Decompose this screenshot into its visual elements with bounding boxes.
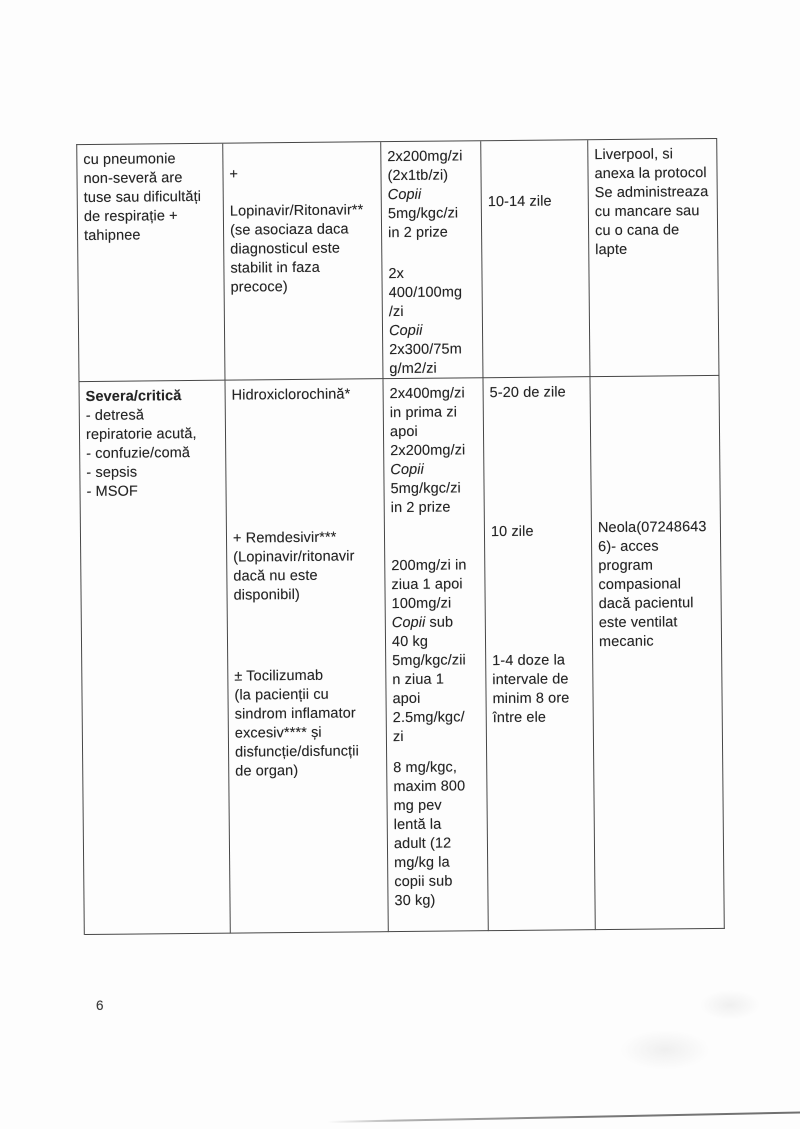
text-line: [84, 188, 220, 208]
text-line: [394, 872, 484, 892]
text-segment: mg/kg la: [394, 854, 450, 872]
text-line: [598, 556, 717, 576]
text-line: [233, 566, 381, 586]
text-line: [394, 834, 484, 854]
text-line: [84, 207, 220, 227]
text-line: [389, 359, 479, 379]
text-line: [235, 704, 383, 724]
text-line: [388, 204, 478, 224]
text-line: [86, 387, 222, 407]
text-line: [230, 239, 378, 259]
text-line: [86, 463, 222, 483]
text-line: [392, 613, 482, 633]
text-line: [488, 192, 585, 212]
text-block: [490, 383, 587, 403]
text-segment: sub: [425, 614, 454, 631]
text-block: [491, 522, 588, 542]
text-block: [390, 384, 481, 518]
text-segment: 30 kg): [394, 892, 436, 910]
text-line: [83, 169, 219, 189]
text-segment: n ziua 1: [392, 671, 445, 689]
text-block: [233, 528, 382, 605]
text-line: [83, 150, 219, 170]
text-segment: este ventilat: [598, 614, 678, 632]
text-line: [392, 632, 482, 652]
text-segment: /zi: [388, 303, 404, 321]
table-cell: [588, 139, 719, 377]
text-segment: 5mg/kgc/zi: [390, 480, 461, 498]
text-line: [229, 164, 377, 184]
table-cell: [481, 140, 590, 378]
text-line: [598, 518, 717, 538]
text-segment: intervale de: [492, 671, 569, 689]
text-block: [391, 556, 483, 747]
text-line: [390, 460, 480, 480]
text-segment: tahipnee: [84, 227, 141, 245]
text-segment: - confuzie/comă: [86, 445, 191, 463]
table-cell: [590, 376, 724, 930]
text-line: [233, 547, 381, 567]
text-segment: Copii: [388, 322, 423, 340]
text-line: [235, 742, 383, 762]
table-cell: [80, 381, 231, 935]
text-segment: Lopinavir/Ritonavir**: [229, 202, 364, 220]
text-segment: Neola(07248643: [597, 519, 707, 537]
text-segment: in 2 prize: [390, 499, 451, 517]
page-number: 6: [96, 998, 104, 1013]
text-segment: 10 zile: [490, 523, 534, 541]
text-segment: 2x400mg/zi: [389, 385, 465, 403]
text-segment: lentă la: [393, 816, 442, 834]
text-segment: adult (12: [393, 835, 452, 853]
text-line: [390, 384, 480, 404]
text-segment: disponibil): [233, 586, 301, 604]
text-segment: disfuncție/disfuncții: [234, 743, 359, 761]
text-segment: mg pev: [393, 797, 442, 815]
text-segment: (2x1tb/zi): [387, 167, 449, 185]
text-segment: ± Tocilizumab: [234, 667, 324, 685]
text-segment: 10-14 zile: [487, 193, 552, 211]
text-line: [234, 666, 382, 686]
text-block: [83, 150, 220, 246]
text-segment: Copii: [387, 186, 422, 204]
text-line: [595, 183, 714, 203]
scan-smudge: [620, 1030, 710, 1070]
text-line: [230, 201, 378, 221]
text-line: [599, 594, 718, 614]
text-block: [86, 387, 223, 502]
text-segment: 1-4 doze la: [492, 652, 566, 670]
text-segment: compasional: [598, 576, 682, 594]
table-cell: [383, 378, 488, 932]
text-line: [84, 226, 220, 246]
text-segment: maxim 800: [393, 778, 466, 796]
text-line: [235, 723, 383, 743]
text-segment: sindrom inflamator: [234, 705, 356, 723]
text-segment: +: [229, 166, 239, 183]
text-segment: precoce): [230, 279, 288, 296]
text-line: [598, 537, 717, 557]
text-segment: apoi: [392, 690, 421, 708]
text-segment: cu o cana de: [595, 222, 680, 240]
text-segment: - sepsis: [86, 464, 138, 482]
text-line: [387, 147, 477, 167]
text-segment: 2x: [388, 265, 405, 283]
text-line: [388, 223, 478, 243]
text-line: [394, 796, 484, 816]
text-block: [393, 758, 484, 911]
text-segment: program: [598, 557, 654, 575]
text-line: [394, 815, 484, 835]
text-segment: Hidroxiclorochină*: [231, 386, 351, 404]
text-segment: in prima zi: [389, 404, 458, 422]
text-block: [488, 192, 585, 212]
text-segment: (Lopinavir/ritonavir: [233, 548, 355, 566]
text-segment: de organ): [235, 762, 299, 780]
text-line: [389, 302, 479, 322]
text-line: [393, 727, 483, 747]
text-line: [86, 444, 222, 464]
text-line: [234, 685, 382, 705]
text-line: [389, 321, 479, 341]
text-segment: (se asociaza daca: [229, 221, 349, 239]
text-segment: stabilit in faza: [230, 259, 320, 277]
text-line: [392, 689, 482, 709]
text-line: [86, 425, 222, 445]
text-segment: cu pneumonie: [83, 151, 176, 169]
text-line: [233, 585, 381, 605]
text-segment: repiratorie acută,: [85, 425, 197, 444]
text-segment: apoi: [389, 423, 418, 441]
text-segment: 5-20 de zile: [489, 384, 566, 402]
text-segment: 6)- acces: [598, 538, 659, 556]
text-segment: copii sub: [394, 873, 453, 891]
text-block: [232, 385, 380, 405]
text-block: [598, 518, 718, 652]
table-cell: [225, 379, 388, 933]
text-line: [230, 220, 378, 240]
text-line: [595, 221, 714, 241]
text-line: [86, 406, 222, 426]
text-line: [391, 556, 481, 576]
text-segment: 2.5mg/kgc/: [392, 709, 465, 727]
text-line: [231, 277, 379, 297]
text-block: [387, 147, 478, 243]
text-segment: dacă pacientul: [598, 595, 694, 613]
table-skew-wrapper: [76, 138, 725, 935]
table-cell: [381, 141, 483, 379]
text-segment: Se administreaza: [594, 184, 709, 202]
text-block: [388, 264, 479, 379]
text-line: [86, 482, 222, 502]
text-segment: Copii: [391, 614, 426, 632]
text-line: [393, 758, 483, 778]
text-segment: g/m2/zi: [389, 360, 437, 378]
text-line: [492, 689, 589, 709]
text-segment: 40 kg: [391, 633, 429, 651]
text-line: [232, 385, 380, 405]
text-segment: 2x300/75m: [389, 341, 462, 359]
text-line: [387, 166, 477, 186]
text-segment: cu mancare sau: [594, 203, 700, 221]
text-line: [392, 594, 482, 614]
text-segment: de respirație +: [83, 208, 178, 226]
text-line: [594, 164, 713, 184]
text-segment: 100mg/zi: [391, 595, 452, 613]
text-line: [235, 761, 383, 781]
table-cell: [483, 377, 595, 931]
text-segment: lapte: [595, 241, 628, 259]
text-segment: - detresă: [85, 407, 145, 425]
text-line: [392, 670, 482, 690]
text-line: [595, 202, 714, 222]
text-line: [389, 283, 479, 303]
text-segment: Liverpool, si: [594, 146, 674, 164]
text-line: [388, 264, 478, 284]
text-block: [229, 164, 377, 184]
text-segment: mecanic: [598, 633, 654, 651]
text-line: [392, 651, 482, 671]
scan-smudge: [700, 990, 760, 1020]
text-line: [492, 651, 589, 671]
text-segment: Severa/critică: [85, 388, 182, 406]
text-line: [390, 403, 480, 423]
text-segment: tuse sau dificultăți: [83, 188, 202, 207]
text-line: [491, 522, 588, 542]
text-segment: 8 mg/kgc,: [393, 759, 458, 777]
text-line: [388, 185, 478, 205]
text-segment: anexa la protocol: [594, 165, 707, 183]
text-line: [390, 479, 480, 499]
text-line: [391, 575, 481, 595]
text-segment: 200mg/zi in: [391, 557, 467, 575]
table-cell: [223, 142, 383, 381]
text-segment: între ele: [492, 709, 547, 727]
text-segment: dacă nu este: [233, 567, 318, 585]
text-line: [594, 145, 713, 165]
text-segment: in 2 prize: [388, 224, 449, 242]
text-line: [393, 708, 483, 728]
text-segment: 400/100mg: [388, 284, 463, 302]
text-segment: - MSOF: [86, 483, 138, 501]
text-line: [599, 613, 718, 633]
text-line: [233, 528, 381, 548]
text-segment: excesiv**** și: [234, 724, 322, 742]
text-line: [394, 891, 484, 911]
text-line: [598, 575, 717, 595]
text-segment: diagnosticul este: [230, 240, 341, 258]
text-segment: + Remdesivir***: [232, 529, 337, 547]
text-line: [390, 441, 480, 461]
text-line: [393, 777, 483, 797]
text-segment: 2x200mg/zi: [387, 148, 463, 166]
text-line: [230, 258, 378, 278]
text-line: [595, 240, 714, 260]
table-row: [80, 376, 725, 935]
text-segment: zi: [392, 728, 404, 746]
table-cell: [77, 144, 225, 382]
text-line: [492, 670, 589, 690]
text-block: [230, 201, 379, 297]
text-segment: Copii: [390, 461, 424, 479]
text-segment: (la pacienții cu: [234, 686, 329, 704]
text-line: [599, 632, 718, 652]
table-row: [77, 139, 719, 382]
text-segment: 2x200mg/zi: [390, 442, 466, 460]
text-block: [492, 651, 590, 728]
text-line: [389, 340, 479, 360]
text-block: [594, 145, 714, 260]
text-segment: ziua 1 apoi: [391, 576, 463, 594]
text-line: [391, 498, 481, 518]
text-line: [394, 853, 484, 873]
treatment-protocol-table: [76, 138, 725, 935]
text-segment: 5mg/kgc/zii: [392, 652, 466, 670]
text-block: [234, 666, 383, 781]
text-segment: non-severă are: [83, 170, 183, 188]
footer-scan-line: [328, 1111, 800, 1123]
text-line: [493, 708, 590, 728]
text-segment: 5mg/kgc/zi: [387, 205, 459, 223]
text-line: [390, 422, 480, 442]
text-line: [490, 383, 587, 403]
text-segment: minim 8 ore: [492, 690, 570, 708]
